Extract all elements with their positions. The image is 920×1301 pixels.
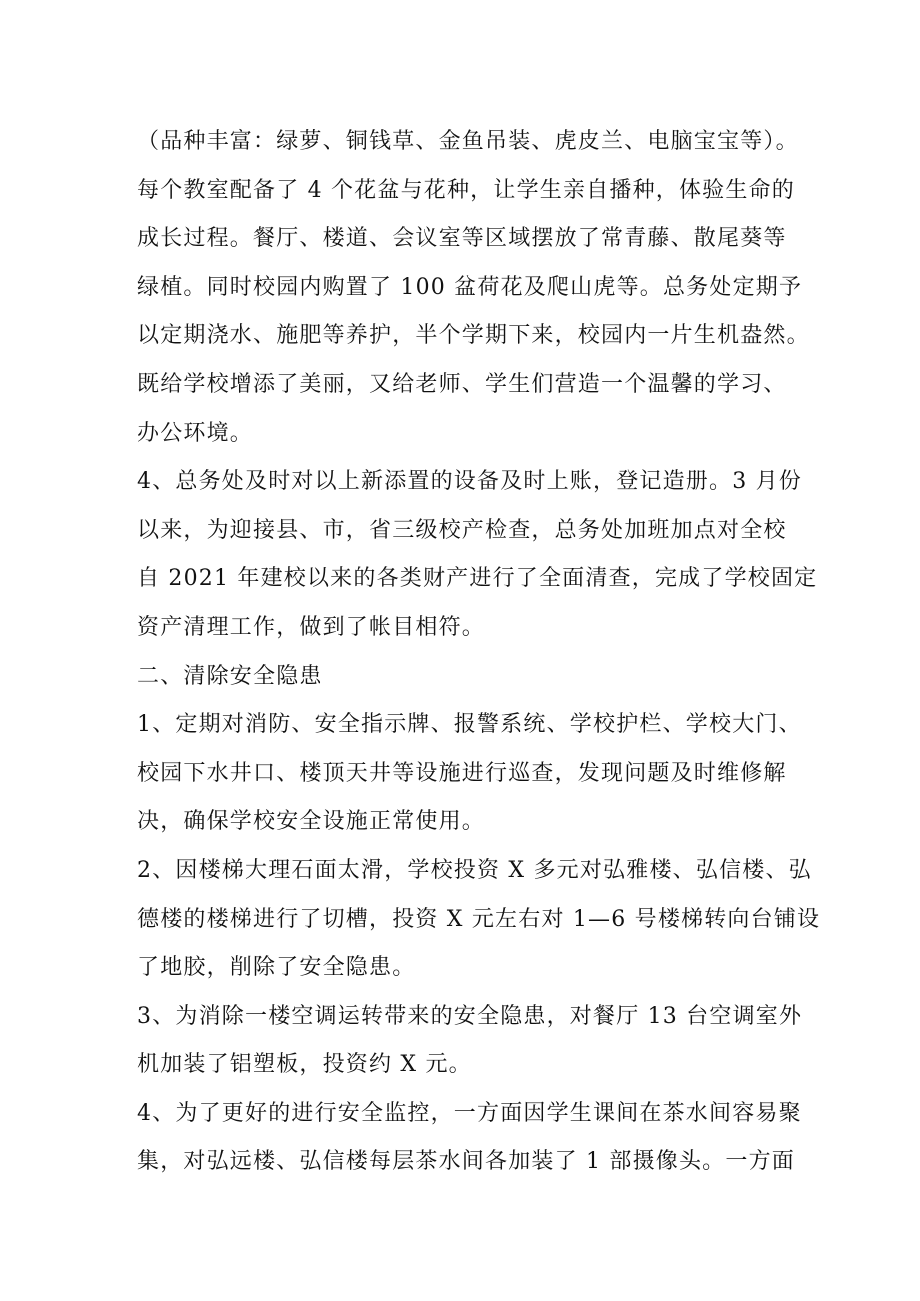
text-line: 集，对弘远楼、弘信楼每层茶水间各加装了 1 部摄像头。一方面 xyxy=(137,1149,795,1175)
section-heading: 二、清除安全隐患 xyxy=(137,663,323,689)
text-line: （品种丰富：绿萝、铜钱草、金鱼吊装、虎皮兰、电脑宝宝等）。 xyxy=(137,129,799,154)
text-line: 了地胶，削除了安全隐患。 xyxy=(137,955,416,981)
text-line: 2、因楼梯大理石面太滑，学校投资 X 多元对弘雅楼、弘信楼、弘 xyxy=(137,857,812,883)
text-line: 以来，为迎接县、市，省三级校产检查，总务处加班加点对全校 xyxy=(137,517,787,543)
text-line: 4、总务处及时对以上新添置的设备及时上账，登记造册。3 月份 xyxy=(137,469,802,495)
text-line: 成长过程。餐厅、楼道、会议室等区域摆放了常青藤、散尾葵等 xyxy=(137,226,787,252)
text-line: 德楼的楼梯进行了切槽，投资 X 元左右对 1—6 号楼梯转向台铺设 xyxy=(137,906,821,932)
text-line: 绿植。同时校园内购置了 100 盆荷花及爬山虎等。总务处定期予 xyxy=(137,274,803,300)
text-line: 资产清理工作，做到了帐目相符。 xyxy=(137,614,486,640)
text-line: 4、为了更好的进行安全监控，一方面因学生课间在茶水间容易聚 xyxy=(137,1100,802,1126)
text-line: 校园下水井口、楼顶天井等设施进行巡查，发现问题及时维修解 xyxy=(137,760,787,786)
text-line: 既给学校增添了美丽，又给老师、学生们营造一个温馨的学习、 xyxy=(137,371,787,397)
text-line: 自 2021 年建校以来的各类财产进行了全面清查，完成了学校固定 xyxy=(137,566,818,592)
text-line: 每个教室配备了 4 个花盆与花种，让学生亲自播种，体验生命的 xyxy=(137,177,795,203)
text-line: 3、为消除一楼空调运转带来的安全隐患，对餐厅 13 台空调室外 xyxy=(137,1003,803,1029)
text-line: 1、定期对消防、安全指示牌、报警系统、学校护栏、学校大门、 xyxy=(137,712,802,738)
document-body xyxy=(137,118,821,1187)
text-line: 机加装了铝塑板，投资约 X 元。 xyxy=(137,1052,472,1078)
text-line: 决，确保学校安全设施正常使用。 xyxy=(137,809,486,835)
text-line: 办公环境。 xyxy=(137,420,254,446)
text-line: 以定期浇水、施肥等养护，半个学期下来，校园内一片生机盎然。 xyxy=(137,323,810,349)
